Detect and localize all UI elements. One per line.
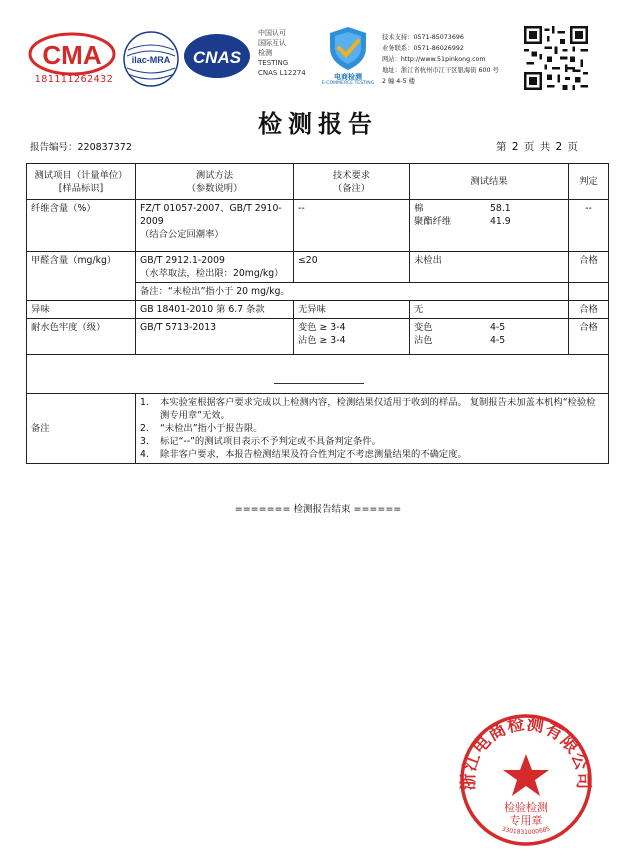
result-label: 沾色 bbox=[414, 335, 433, 346]
remark-text: 本实验室根据客户要求完成以上检测内容，检测结果仅适用于收到的样品。 复制报告未加盖本机构“检验检测专用章”无效。 bbox=[160, 397, 596, 421]
address: 地址：浙江省杭州市江干区银海街 600 号 bbox=[382, 67, 499, 74]
judge-formaldehyde: 合格 bbox=[569, 252, 609, 283]
report-number: 报告编号：220837372 bbox=[30, 142, 132, 153]
header-method-sub: （参数说明） bbox=[186, 182, 243, 194]
ilac-text: ilac-MRA bbox=[131, 55, 171, 65]
result-fiber bbox=[410, 200, 569, 252]
header-judgement: 判定 bbox=[569, 164, 609, 200]
result-value: 4-5 bbox=[490, 335, 506, 346]
result-value: 4-5 bbox=[490, 322, 506, 333]
header-item bbox=[27, 164, 136, 200]
ec-logo-en: E-COMMERCE TESTING bbox=[321, 81, 375, 86]
req-line: 沾色 ≥ 3-4 bbox=[298, 335, 346, 346]
item-formaldehyde: 甲醛含量（mg/kg） bbox=[27, 252, 136, 301]
method-formaldehyde-sub: （水萃取法，检出限：20mg/kg） bbox=[140, 268, 284, 279]
remark-num: 3. bbox=[140, 436, 149, 447]
address-line2: 2 幢 4-5 楼 bbox=[382, 78, 415, 85]
cnas-info-line: 中国认可 bbox=[258, 29, 286, 37]
svg-text:3301831000685 bbox=[501, 825, 551, 836]
tech-support-phone: 技术支持：0571-85073696 bbox=[382, 34, 464, 41]
cma-code: 181111262432 bbox=[34, 74, 114, 85]
remark-item bbox=[140, 435, 604, 448]
ec-logo-cn: 电商检测 bbox=[334, 73, 362, 81]
table-row bbox=[27, 200, 609, 252]
header-item-sub: [样品标识] bbox=[58, 182, 104, 194]
req-colorfast bbox=[294, 319, 410, 355]
seal-number: 3301831000685 bbox=[501, 825, 551, 836]
result-formaldehyde: 未检出 bbox=[410, 252, 569, 283]
remarks-label: 备注 bbox=[27, 394, 136, 464]
header-req-label: 技术要求 bbox=[332, 169, 371, 181]
remark-item bbox=[140, 396, 604, 422]
result-colorfast bbox=[410, 319, 569, 355]
result-value: 58.1 bbox=[490, 203, 511, 214]
cnas-info bbox=[258, 28, 306, 78]
method-fiber-sub: （结合公定回潮率） bbox=[140, 229, 224, 240]
req-fiber: -- bbox=[294, 200, 410, 252]
method-formaldehyde bbox=[136, 252, 294, 283]
cnas-info-line: 国际互认 bbox=[258, 39, 286, 47]
remarks-content bbox=[136, 394, 609, 464]
result-value: 41.9 bbox=[490, 216, 511, 227]
remark-text: “未检出”指小于报告限。 bbox=[160, 423, 263, 434]
header-requirement bbox=[294, 164, 410, 200]
item-odor: 异味 bbox=[27, 301, 136, 319]
method-fiber-std: FZ/T 01057-2007、GB/T 2910-2009 bbox=[140, 203, 282, 227]
table-row bbox=[27, 301, 609, 319]
seal-purpose1: 检验检测 bbox=[504, 801, 548, 814]
result-label: 棉 bbox=[414, 203, 424, 214]
req-line: 变色 ≥ 3-4 bbox=[298, 322, 346, 333]
seal-purpose2: 专用章 bbox=[509, 814, 543, 827]
table-row bbox=[27, 252, 609, 283]
remark-num: 2. bbox=[140, 423, 149, 434]
report-title: 检测报告 bbox=[258, 109, 378, 138]
result-odor: 无 bbox=[410, 301, 569, 319]
remark-item bbox=[140, 422, 604, 435]
cma-logo-text: CMA bbox=[42, 40, 102, 70]
method-colorfast: GB/T 5713-2013 bbox=[136, 319, 294, 355]
page-info: 第 2 页 共 2 页 bbox=[496, 141, 580, 153]
separator-line bbox=[274, 383, 364, 384]
cnas-info-line: CNAS L12274 bbox=[258, 69, 306, 77]
header-item-label: 测试项目（计量单位） bbox=[34, 169, 128, 181]
item-colorfast: 耐水色牢度（级） bbox=[27, 319, 136, 355]
remark-num: 4. bbox=[140, 449, 149, 460]
contact-info bbox=[382, 32, 516, 87]
result-label: 变色 bbox=[414, 322, 433, 333]
table-row bbox=[27, 319, 609, 355]
service-phone: 业务联系：0571-86026992 bbox=[382, 45, 464, 52]
table-header-row bbox=[27, 164, 609, 200]
req-odor: 无异味 bbox=[294, 301, 410, 319]
cnas-info-line: TESTING bbox=[258, 59, 289, 67]
empty-cell bbox=[569, 283, 609, 301]
cnas-info-line: 检测 bbox=[258, 49, 272, 57]
company-seal bbox=[446, 708, 606, 848]
header-req-sub: （备注） bbox=[332, 182, 371, 194]
remarks-row bbox=[27, 394, 609, 464]
method-odor: GB 18401-2010 第 6.7 条款 bbox=[136, 301, 294, 319]
cnas-text: CNAS bbox=[192, 48, 242, 67]
blank-cell bbox=[27, 355, 609, 394]
ilac-mra-logo bbox=[122, 28, 180, 90]
blank-row bbox=[27, 355, 609, 394]
test-results-table bbox=[26, 163, 609, 464]
item-fiber: 纤维含量（%） bbox=[27, 200, 136, 252]
method-formaldehyde-std: GB/T 2912.1-2009 bbox=[140, 255, 225, 266]
cnas-logo bbox=[182, 32, 252, 80]
result-label: 聚酯纤维 bbox=[414, 216, 452, 227]
star-icon bbox=[503, 754, 549, 796]
header-method-label: 测试方法 bbox=[195, 169, 234, 181]
website: 网站：http://www.51pinkong.com bbox=[382, 56, 486, 63]
req-formaldehyde: ≤20 bbox=[294, 252, 410, 283]
report-end-mark: ======= 检测报告结束 ====== bbox=[234, 504, 402, 515]
judge-fiber: -- bbox=[569, 200, 609, 252]
remark-num: 1. bbox=[140, 397, 149, 408]
ecommerce-testing-logo bbox=[316, 24, 380, 88]
remark-text: 标记“--”的测试项目表示不予判定或不具备判定条件。 bbox=[160, 436, 381, 447]
seal-org: 浙江电商检测有限公司 bbox=[458, 714, 594, 791]
judge-odor: 合格 bbox=[569, 301, 609, 319]
qr-code bbox=[524, 26, 588, 90]
judge-colorfast: 合格 bbox=[569, 319, 609, 355]
note-formaldehyde: 备注：“未检出”指小于 20 mg/kg。 bbox=[136, 283, 569, 301]
header-method bbox=[136, 164, 294, 200]
remark-item bbox=[140, 448, 604, 461]
method-fiber bbox=[136, 200, 294, 252]
remark-text: 除非客户要求，本报告检测结果及符合性判定不考虑测量结果的不确定度。 bbox=[160, 449, 467, 460]
header-result: 测试结果 bbox=[410, 164, 569, 200]
